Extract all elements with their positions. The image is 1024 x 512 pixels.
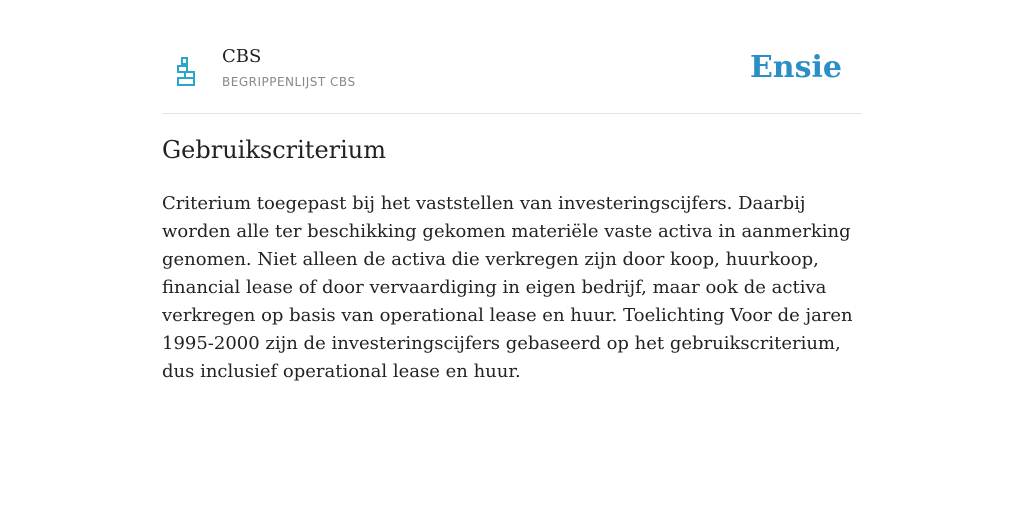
source-name[interactable]: CBS — [222, 46, 262, 67]
source-subtitle[interactable]: BEGRIPPENLIJST CBS — [222, 75, 356, 89]
term-title: Gebruikscriterium — [162, 136, 387, 164]
cbs-logo-icon[interactable] — [176, 57, 196, 87]
ensie-brand-link[interactable]: Ensie — [749, 50, 842, 85]
term-definition: Criterium toegepast bij het vaststellen van investeringscijfers. Daarbij worden alle ter beschikking gekomen materiële vaste activa in aanmerking genomen. Niet alleen de activa die verkregen zijn door koop, huurkoop, financial lease of door vervaardiging in eigen bedrijf, maar ook de activa verkregen op basis van operational lease en huur. Toelichting Voor de jaren 1995-2000 zijn de investeringscijfers gebaseerd op het gebruikscriterium, dus inclusief operational lease en huur. — [162, 193, 853, 382]
page-container — [162, 0, 862, 382]
header — [162, 0, 862, 114]
